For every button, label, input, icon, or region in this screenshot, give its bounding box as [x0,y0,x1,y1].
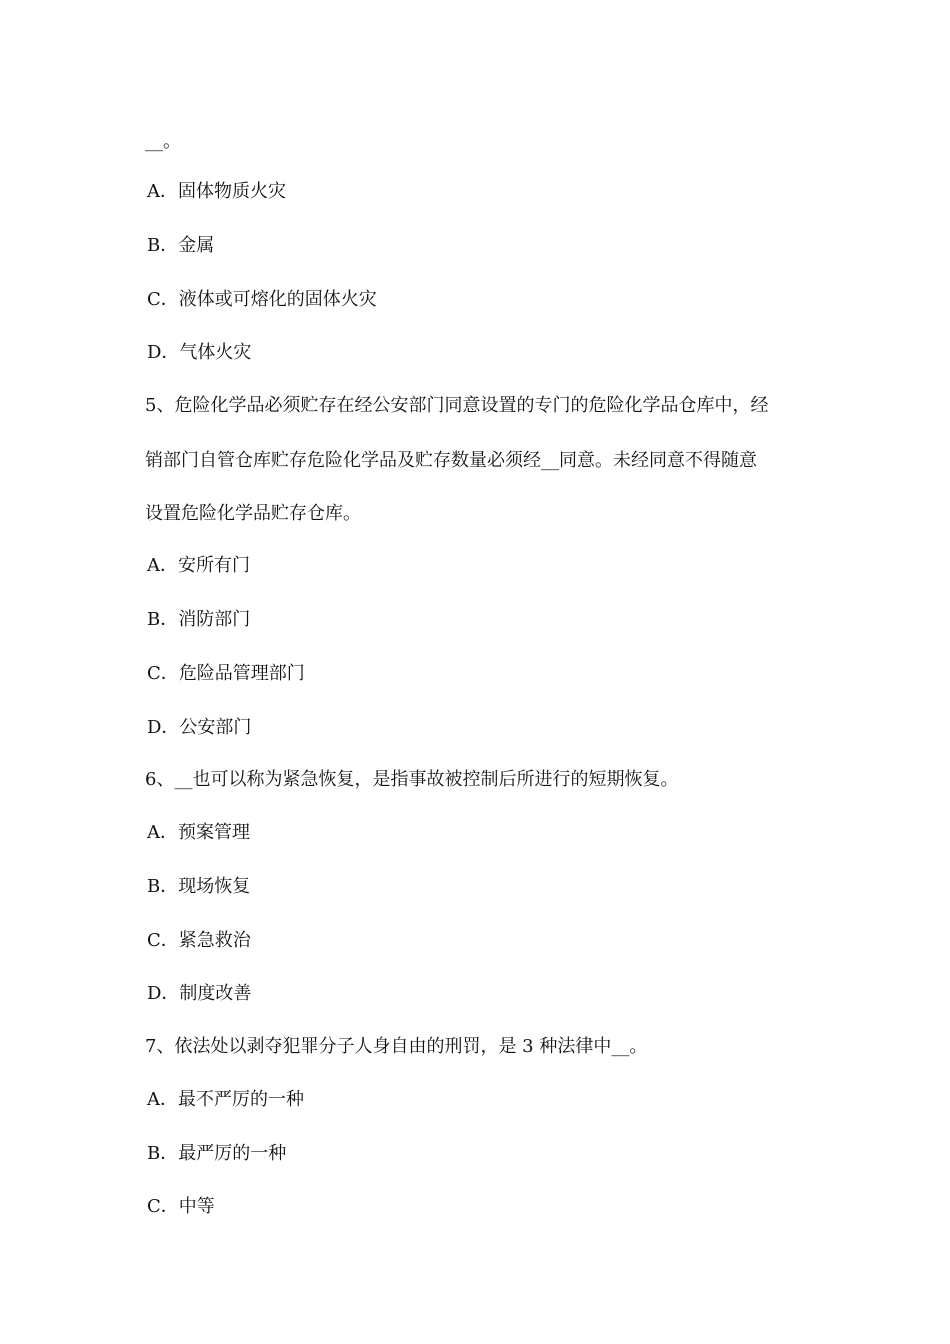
q6-option-b: B．现场恢复 [147,876,251,897]
q7-stem-line-1: 7、依法处以剥夺犯罪分子人身自由的刑罚，是 3 种法律中__。 [145,1036,648,1057]
q4-option-d: D．气体火灾 [147,342,252,363]
q4-option-b: B．金属 [147,235,215,256]
q7-option-a: A．最不严厉的一种 [147,1089,304,1110]
q5-option-c: C．危险品管理部门 [147,663,305,684]
q5-option-b: B．消防部门 [147,609,251,630]
q7-option-c: C．中等 [147,1196,215,1217]
q4-option-a: A．固体物质火灾 [147,181,286,202]
q5-stem-line-2: 销部门自管仓库贮存危险化学品及贮存数量必须经__同意。未经同意不得随意 [145,450,757,471]
q4-stem-tail: __。 [145,131,181,152]
q6-option-c: C．紧急救治 [147,930,251,951]
q5-stem-line-3: 设置危险化学品贮存仓库。 [145,503,361,524]
q5-option-a: A．安所有门 [147,555,250,576]
q5-option-d: D．公安部门 [147,717,252,738]
q6-stem-line-1: 6、__也可以称为紧急恢复，是指事故被控制后所进行的短期恢复。 [145,769,679,790]
q6-option-a: A．预案管理 [147,822,250,843]
q7-option-b: B．最严厉的一种 [147,1143,287,1164]
q5-stem-line-1: 5、危险化学品必须贮存在经公安部门同意设置的专门的危险化学品仓库中，经 [145,395,769,416]
q6-option-d: D．制度改善 [147,983,252,1004]
q4-option-c: C．液体或可熔化的固体火灾 [147,289,377,310]
